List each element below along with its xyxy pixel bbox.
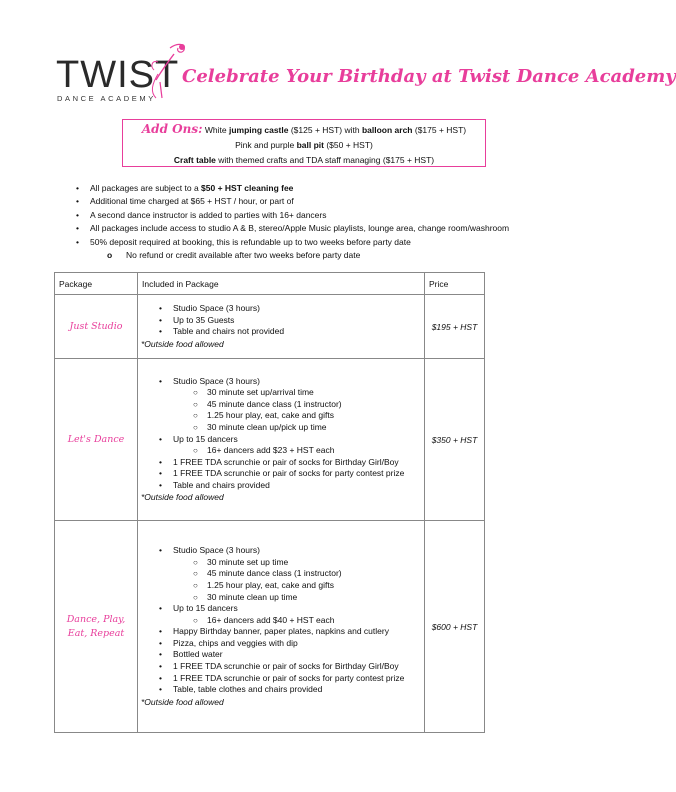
list-item: ○ 30 minute set up time <box>141 557 424 569</box>
addons-text: with themed crafts and TDA staff managing ($175 + HST) <box>215 155 435 165</box>
addons-text: ($50 + HST) <box>323 140 373 150</box>
policy-item: • A second dance instructor is added to parties with 16+ dancers <box>76 209 509 222</box>
package-name <box>55 521 138 733</box>
package-items <box>138 521 425 733</box>
package-price: $195 + HST <box>425 295 485 359</box>
table-header-row <box>55 273 485 295</box>
package-name-line: Eat, Repeat <box>67 627 125 639</box>
list-item: ○ 30 minute clean up/pick up time <box>141 422 424 434</box>
package-items <box>138 295 425 359</box>
package-name: Just Studio <box>55 295 138 359</box>
list-item: ○ 16+ dancers add $40 + HST each <box>141 615 424 627</box>
list-item: • Studio Space (3 hours) <box>141 303 424 315</box>
addons-label: Add Ons: <box>141 122 203 136</box>
addons-text: Pink and purple <box>235 140 297 150</box>
list-item: • Bottled water <box>141 649 424 661</box>
policy-item: • 50% deposit required at booking, this is refundable up to two weeks before party date <box>76 236 509 249</box>
list-item: • Studio Space (3 hours) <box>141 376 424 388</box>
list-item: • Happy Birthday banner, paper plates, napkins and cutlery <box>141 626 424 638</box>
addons-ball-pit: ball pit <box>296 140 324 150</box>
addons-line-2 <box>123 138 485 153</box>
header-package: Package <box>55 273 138 295</box>
list-item: • Table, table clothes and chairs provided <box>141 684 424 696</box>
list-item: ○ 30 minute clean up time <box>141 592 424 604</box>
list-item: • Up to 35 Guests <box>141 315 424 327</box>
logo-tagline: DANCE ACADEMY <box>57 94 156 103</box>
addons-line-1 <box>123 122 485 138</box>
addons-balloon-arch: balloon arch <box>361 125 413 135</box>
table-row <box>55 521 485 733</box>
logo-wordmark: TWIST <box>56 54 180 96</box>
policy-item: • All packages include access to studio A & B, stereo/Apple Music playlists, lounge area, change room/washroom <box>76 222 509 235</box>
list-item: ○ 45 minute dance class (1 instructor) <box>141 568 424 580</box>
package-note: *Outside food allowed <box>141 696 224 707</box>
list-item: ○ 1.25 hour play, eat, cake and gifts <box>141 410 424 422</box>
list-item: ○ 30 minute set up/arrival time <box>141 387 424 399</box>
package-price: $350 + HST <box>425 359 485 521</box>
policy-subitem: o No refund or credit available after two weeks before party date <box>76 249 509 262</box>
policy-item: • Additional time charged at $65 + HST / hour, or part of <box>76 195 509 208</box>
list-item: • Up to 15 dancers <box>141 603 424 615</box>
list-item: • Studio Space (3 hours) <box>141 545 424 557</box>
list-item: • Pizza, chips and veggies with dip <box>141 638 424 650</box>
page-title: Celebrate Your Birthday at Twist Dance Academy <box>182 66 676 87</box>
addons-line-3 <box>123 153 485 168</box>
policy-list <box>76 182 509 262</box>
package-note: *Outside food allowed <box>141 492 224 503</box>
package-name: Let's Dance <box>55 359 138 521</box>
list-item: • Table and chairs provided <box>141 480 424 492</box>
package-note: *Outside food allowed <box>141 338 224 349</box>
addons-craft-table: Craft table <box>173 155 216 165</box>
addons-text: ($125 + HST) with <box>288 125 362 135</box>
list-item: • 1 FREE TDA scrunchie or pair of socks for party contest prize <box>141 468 424 480</box>
addons-text: ($175 + HST) <box>412 125 467 135</box>
list-item: ○ 1.25 hour play, eat, cake and gifts <box>141 580 424 592</box>
package-name-line: Dance, Play, <box>66 613 126 625</box>
addons-text: White <box>202 125 229 135</box>
addons-box <box>122 119 486 167</box>
list-item: • 1 FREE TDA scrunchie or pair of socks for party contest prize <box>141 673 424 685</box>
header-included: Included in Package <box>138 273 425 295</box>
policy-item <box>76 182 509 195</box>
package-price: $600 + HST <box>425 521 485 733</box>
policy-text: All packages are subject to a <box>90 183 202 193</box>
table-row <box>55 295 485 359</box>
list-item: ○ 45 minute dance class (1 instructor) <box>141 399 424 411</box>
list-item: • Table and chairs not provided <box>141 326 424 338</box>
list-item: • Up to 15 dancers <box>141 434 424 446</box>
list-item: • 1 FREE TDA scrunchie or pair of socks for Birthday Girl/Boy <box>141 457 424 469</box>
list-item: ○ 16+ dancers add $23 + HST each <box>141 445 424 457</box>
package-items <box>138 359 425 521</box>
table-row <box>55 359 485 521</box>
header-price: Price <box>425 273 485 295</box>
addons-jumping-castle: jumping castle <box>228 125 289 135</box>
list-item: • 1 FREE TDA scrunchie or pair of socks for Birthday Girl/Boy <box>141 661 424 673</box>
cleaning-fee: $50 + HST cleaning fee <box>201 183 294 193</box>
package-table <box>54 272 485 733</box>
